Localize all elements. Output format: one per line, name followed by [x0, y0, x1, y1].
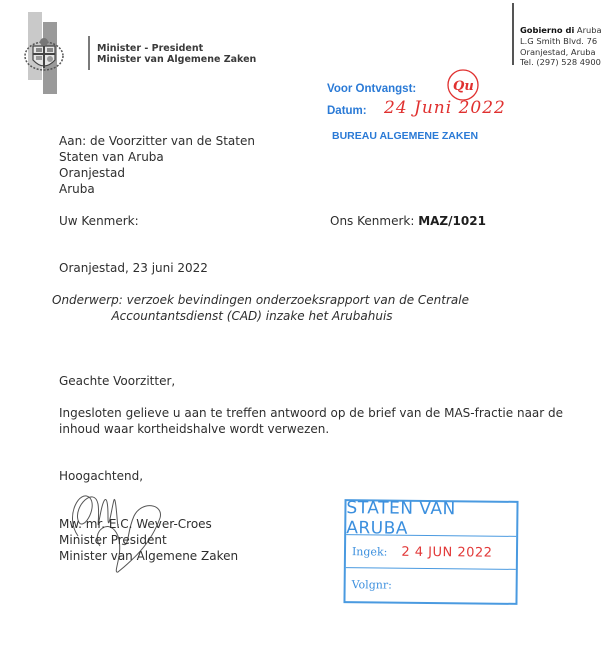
ingek-date: 2 4 JUN 2022 — [401, 544, 493, 561]
government-address — [520, 25, 602, 68]
street-address: L.G Smith Blvd. 76 — [520, 35, 598, 46]
date-label: Datum: — [327, 105, 367, 117]
phone-number: Tel. (297) 528 4900 — [520, 57, 601, 68]
body-line-1: Ingesloten gelieve u aan te treffen antwoord op de brief van de MAS-fractie naar de — [59, 406, 564, 420]
body-paragraph — [59, 405, 563, 437]
coat-of-arms-logo — [18, 10, 80, 92]
closing: Hoogachtend, — [59, 469, 144, 483]
signer-name: Mw. mr. E.C. Wever-Croes — [59, 517, 212, 531]
signer-block — [59, 516, 238, 564]
addressee-line-1: Aan: de Voorzitter van de Staten — [59, 134, 255, 148]
addressee-line-3: Oranjestad — [59, 166, 125, 180]
addressee-block — [59, 133, 255, 197]
addressee-line-4: Aruba — [59, 182, 95, 196]
handwritten-date: 24 Juni 2022 — [384, 98, 506, 118]
signer-title-2: Minister van Algemene Zaken — [59, 549, 239, 563]
our-reference: Ons Kenmerk: MAZ/1021 — [330, 214, 486, 228]
addressee-line-2: Staten van Aruba — [59, 150, 164, 164]
body-line-2: inhoud waar kortheidshalve wordt verwezen. — [59, 422, 330, 436]
received-label: Voor Ontvangst: — [327, 83, 417, 95]
your-reference: Uw Kenmerk: — [59, 214, 139, 228]
department-label: BUREAU ALGEMENE ZAKEN — [332, 130, 479, 142]
svg-text:Qu: Qu — [453, 79, 474, 94]
office-title — [97, 43, 256, 65]
subject — [52, 292, 469, 324]
volgnr-label: Volgnr: — [351, 577, 392, 592]
subject-line-1: Onderwerp: verzoek bevindingen onderzoeksrapport van de Centrale — [52, 293, 469, 307]
letter-date: Oranjestad, 23 juni 2022 — [59, 261, 208, 275]
shield-icon — [24, 38, 64, 74]
ingek-label: Ingek: — [351, 544, 388, 559]
stamp-volgnr-row — [345, 568, 515, 602]
stamp-ingek-row — [346, 535, 516, 570]
header-divider — [88, 36, 90, 70]
our-reference-value: MAZ/1021 — [418, 214, 486, 228]
signer-title-1: Minister President — [59, 533, 167, 547]
org-name: Gobierno di Aruba — [520, 25, 602, 35]
city-address: Oranjestad, Aruba — [520, 46, 596, 57]
salutation: Geachte Voorzitter, — [59, 374, 176, 388]
stamp-title: STATEN VAN ARUBA — [346, 501, 516, 537]
initials-circle-icon — [445, 68, 481, 102]
address-divider — [512, 3, 514, 65]
subject-line-2: Accountantsdienst (CAD) inzake het Arubahuis — [111, 309, 393, 323]
office-line-2: Minister van Algemene Zaken — [97, 54, 257, 65]
staten-received-stamp — [343, 499, 518, 605]
office-line-1: Minister - President — [97, 43, 204, 54]
